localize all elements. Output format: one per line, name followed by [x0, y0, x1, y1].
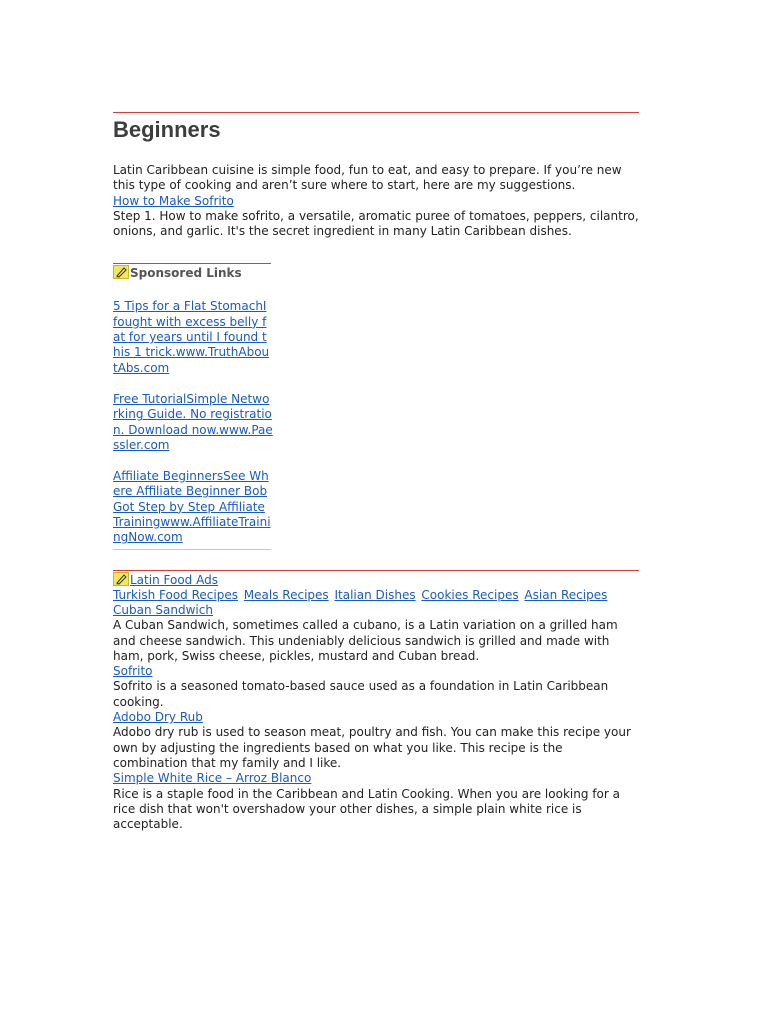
adobo-dry-rub-link[interactable]: Adobo Dry Rub: [113, 710, 203, 725]
sponsored-ads-list: [113, 299, 273, 549]
latin-food-ads-section: [113, 570, 639, 833]
sponsored-heading: [113, 265, 639, 281]
top-divider: [113, 112, 639, 113]
sofrito-step-text: Step 1. How to make sofrito, a versatile, aromatic puree of tomatoes, peppers, cilantro, onions, and garlic. It's the secret ingredient in many Latin Caribbean dishes.: [113, 208, 639, 239]
category-link[interactable]: Turkish Food Recipes: [113, 587, 238, 602]
pencil-badge-icon[interactable]: [113, 265, 129, 279]
latin-food-heading: [113, 572, 639, 588]
sponsored-ad-link[interactable]: Affiliate BeginnersSee Where Affiliate Beginner Bob Got Step by Step Affiliate Trainingwww.AffiliateTrainingNow.com: [113, 469, 271, 545]
sofrito-link[interactable]: Sofrito: [113, 664, 153, 679]
latin-food-ads-link[interactable]: Latin Food Ads: [130, 572, 218, 587]
how-to-make-sofrito-link[interactable]: How to Make Sofrito: [113, 193, 234, 208]
adobo-dry-rub-desc: Adobo dry rub is used to season meat, poultry and fish. You can make this recipe your own by adjusting the ingredients based on what you like. This recipe is the combination that my family and I like.: [113, 725, 631, 770]
category-link[interactable]: Meals Recipes: [243, 587, 329, 602]
cuban-sandwich-desc: A Cuban Sandwich, sometimes called a cubano, is a Latin variation on a grilled ham and cheese sandwich. This undeniably delicious sandwich is grilled and made with ham, pork, Swiss cheese, pickles, mustard and Cuban bread.: [113, 618, 618, 663]
page-title: Beginners: [113, 117, 221, 142]
cuban-sandwich-link[interactable]: Cuban Sandwich: [113, 602, 213, 617]
simple-white-rice-link[interactable]: Simple White Rice – Arroz Blanco: [113, 771, 312, 786]
intro-text: Latin Caribbean cuisine is simple food, fun to eat, and easy to prepare. If you’re new this type of cooking and aren’t sure where to start, here are my suggestions.: [113, 163, 622, 193]
simple-white-rice-desc: Rice is a staple food in the Caribbean and Latin Cooking. When you are looking for a rice dish that won't overshadow your other dishes, a simple plain white rice is acceptable.: [113, 786, 620, 832]
sponsored-bottom-divider: [113, 549, 271, 550]
category-links: [113, 588, 639, 603]
sponsored-divider: [113, 263, 271, 264]
page-content: [113, 112, 639, 832]
sofrito-desc: Sofrito is a seasoned tomato-based sauce used as a foundation in Latin Caribbean cooking.: [113, 679, 609, 709]
category-link[interactable]: Cookies Recipes: [421, 587, 519, 602]
sponsored-heading-label: Sponsored Links: [130, 266, 242, 281]
pencil-badge-icon[interactable]: [113, 572, 129, 586]
latin-food-divider: [113, 570, 639, 571]
sponsored-ad-link[interactable]: Free TutorialSimple Networking Guide. No registration. Download now.www.Paessler.com: [113, 391, 273, 452]
category-link[interactable]: Italian Dishes: [334, 587, 416, 602]
sponsored-ad-link[interactable]: 5 Tips for a Flat StomachI fought with excess belly fat for years until I found this 1 trick.www.TruthAboutAbs.com: [113, 299, 270, 375]
sponsored-links-section: [113, 263, 639, 549]
category-link[interactable]: Asian Recipes: [524, 587, 608, 602]
